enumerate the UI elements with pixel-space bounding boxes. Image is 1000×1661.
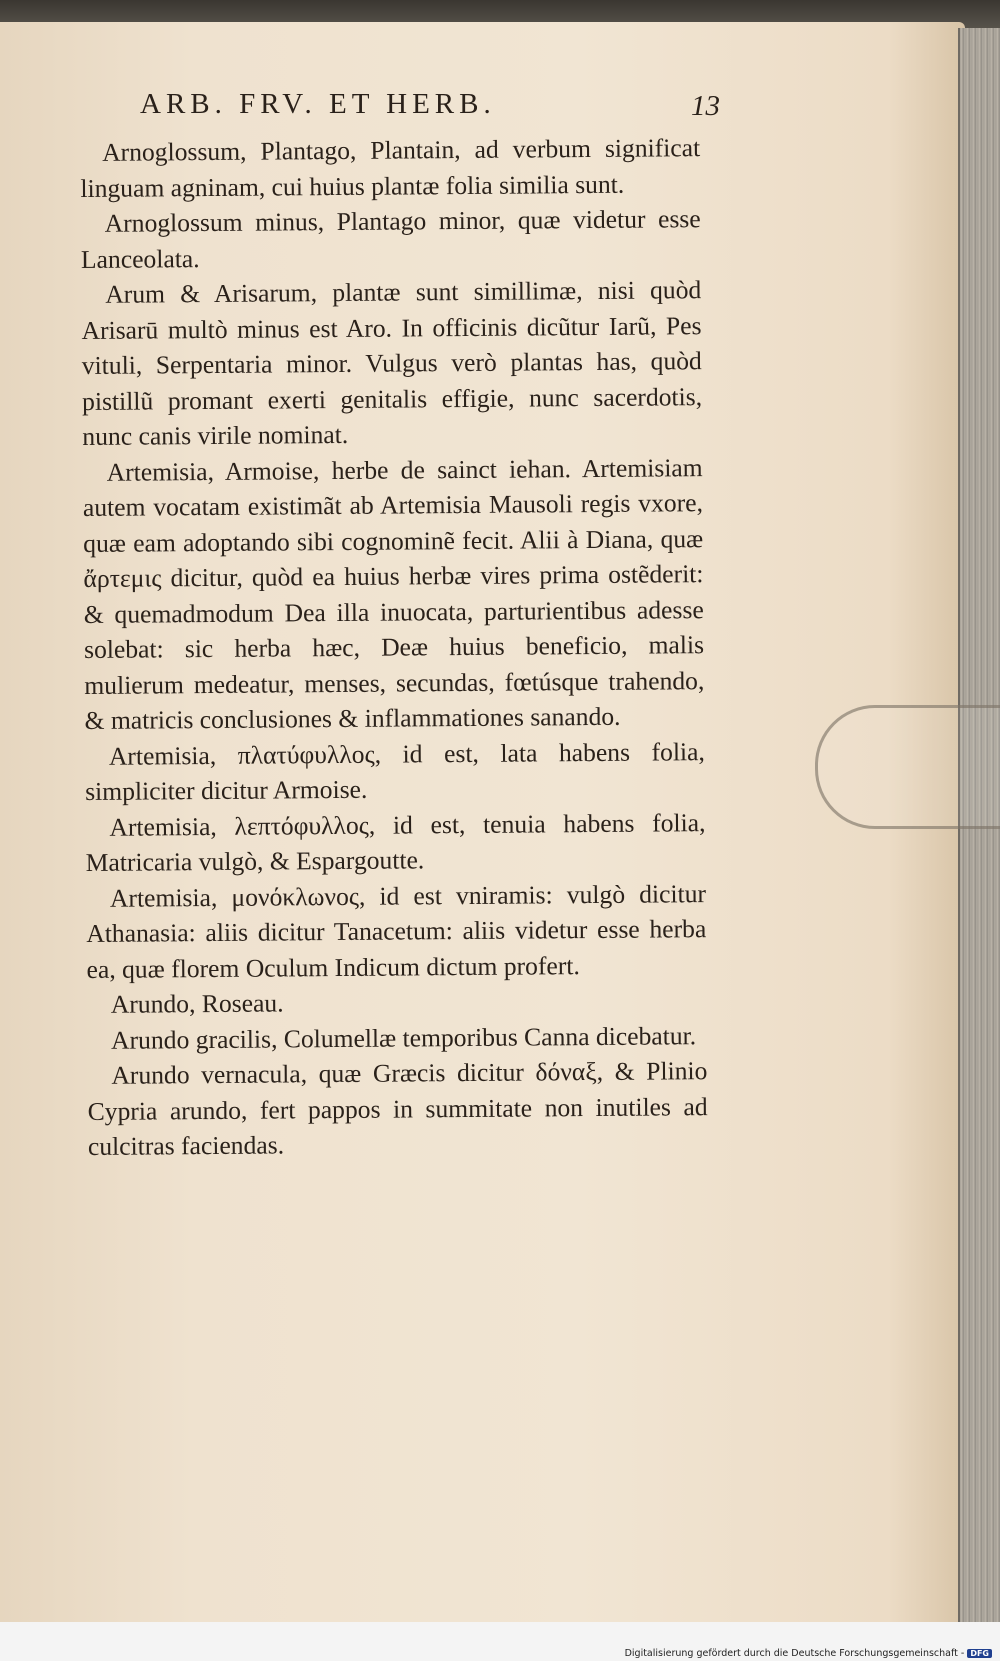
- paragraph: Arnoglossum minus, Plantago minor, quæ videtur esse Lanceolata.: [80, 204, 701, 274]
- running-header: [140, 88, 720, 128]
- page-number: 13: [691, 90, 720, 122]
- digitization-credit: [625, 1648, 992, 1659]
- paragraph: Arundo vernacula, quæ Græcis dicitur δόναξ, & Plinio Cypria arundo, fert pappos in summitate non inutiles ad culcitras faciendas.: [87, 1056, 708, 1161]
- dfg-logo-badge: DFG: [967, 1649, 992, 1658]
- paragraph: Arundo gracilis, Columellæ temporibus Canna dicebatur.: [110, 1020, 697, 1055]
- running-title: ARB. FRV. ET HERB.: [140, 88, 496, 120]
- paragraph: Arum & Arisarum, plantæ sunt simillimæ, nisi quòd Arisarū multò minus est Aro. In officinis dicũtur Iarũ, Pes vituli, Serpentaria minor. Vulgus verò plantas has, quòd pistillũ promant exerti genitalis effigie, nunc sacerdotis, nunc canis virile nominat.: [81, 275, 703, 451]
- body-text: [80, 130, 708, 1164]
- page-clip: [815, 705, 1000, 829]
- paragraph: Artemisia, πλατύφυλλος, id est, lata habens folia, simpliciter dicitur Armoise.: [85, 736, 705, 806]
- paragraph: Arnoglossum, Plantago, Plantain, ad verbum significat linguam agninam, cui huius plantæ folia similia sunt.: [80, 133, 701, 203]
- paragraph: Arundo, Roseau.: [110, 988, 284, 1019]
- paragraph: Artemisia, λεπτόφυλλος, id est, tenuia habens folia, Matricaria vulgò, & Espargoutte.: [85, 807, 706, 877]
- paragraph: Artemisia, μονόκλωνος, id est vniramis: vulgò dicitur Athanasia: aliis dicitur Tanacetum: aliis videtur esse herba ea, quæ florem Oculum Indicum dictum profert.: [86, 878, 707, 984]
- credit-text: Digitalisierung gefördert durch die Deutsche Forschungsgemeinschaft -: [624, 1648, 965, 1659]
- paragraph: Artemisia, Armoise, herbe de sainct iehan. Artemisiam autem vocatam existimãt ab Artemisia Mausoli regis vxore, quæ eam adoptando sibi cognominẽ fecit. Alii à Diana, quæ ἄρτεμις dicitur, quòd ea huius herbæ vires prima ostẽderit: & quemadmodum Dea illa inuocata, parturientibus adesse solebat: sic herba hæc, Deæ huius beneficio, malis mulierum medeatur, menses, secundas, fœtúsque trahendo, & matricis conclusiones & inflammationes sanando.: [82, 452, 705, 735]
